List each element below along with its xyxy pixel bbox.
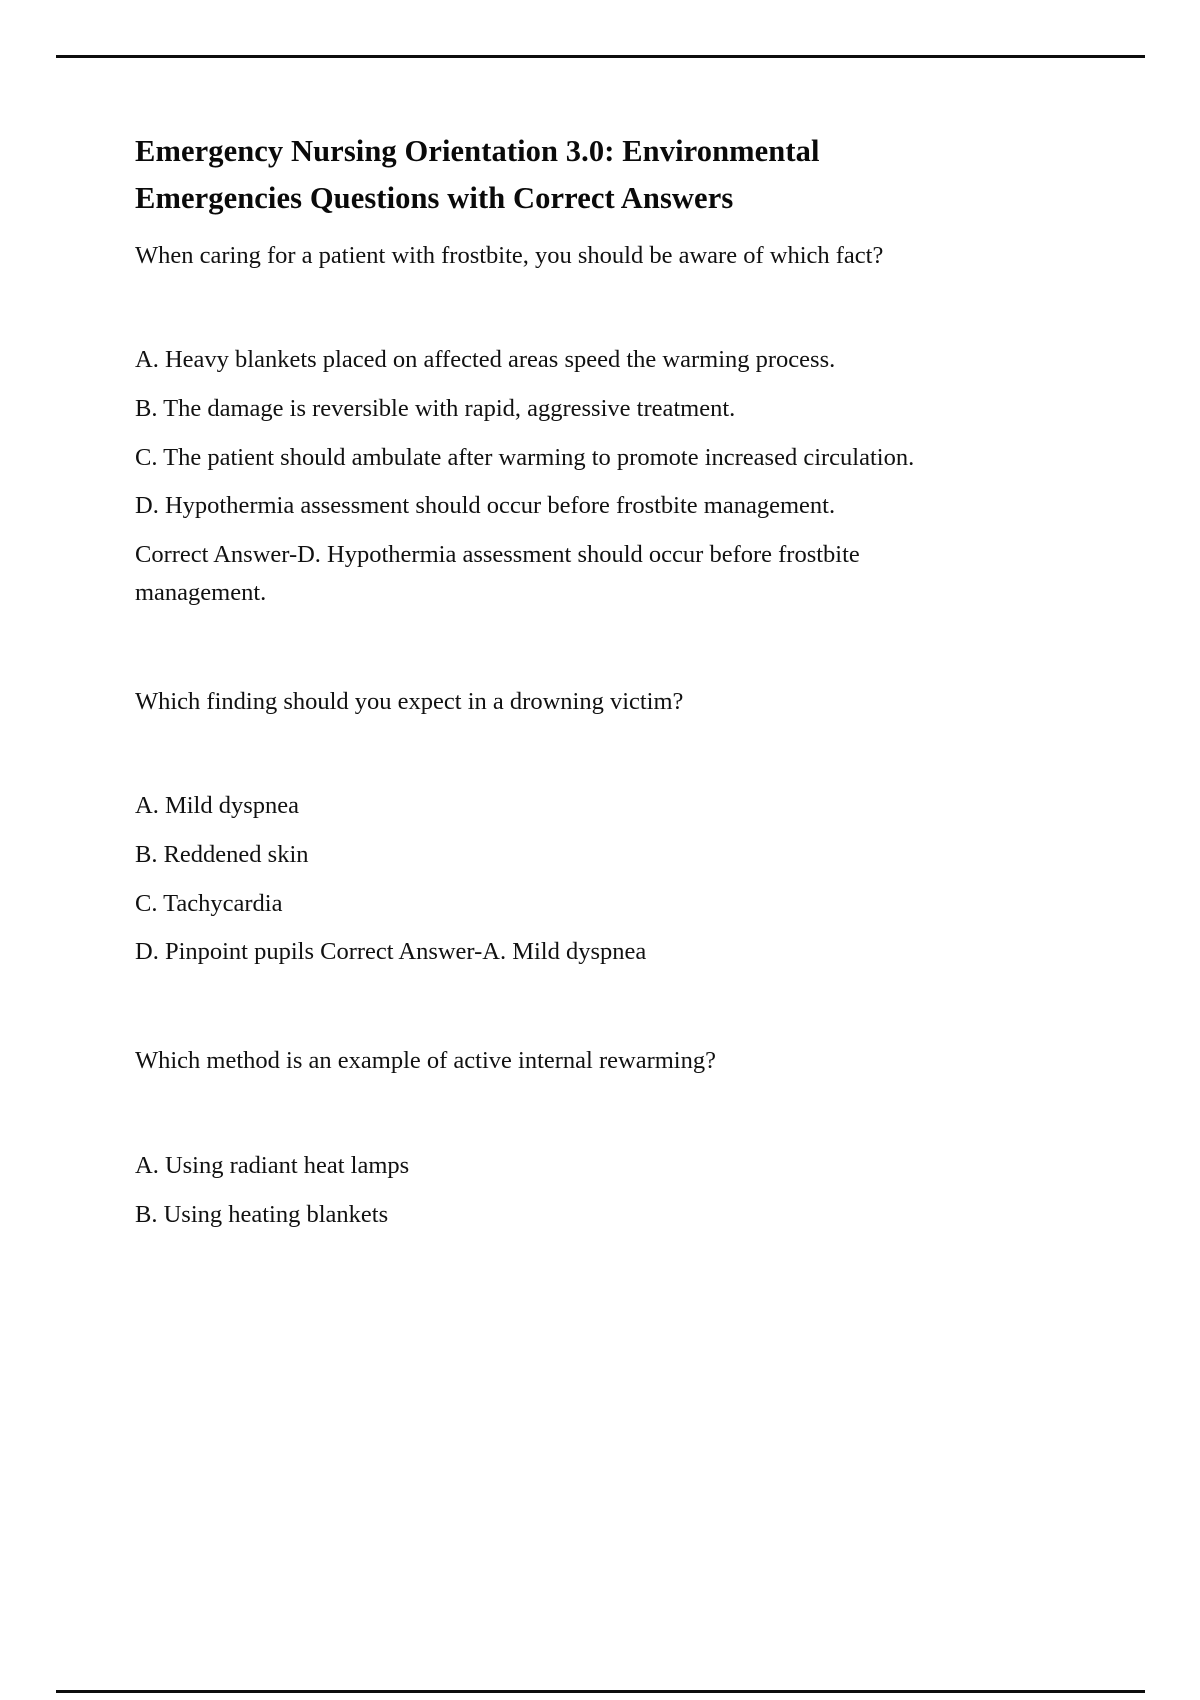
question-block-3 — [135, 1042, 1000, 1233]
question-stem-1: When caring for a patient with frostbite, you should be aware of which fact? — [135, 241, 884, 269]
question-1-option-b[interactable]: B. The damage is reversible with rapid, aggressive treatment. — [135, 394, 736, 422]
question-2-option-b[interactable]: B. Reddened skin — [135, 841, 309, 868]
page-title: Emergency Nursing Orientation 3.0: Environmental Emergencies Questions with Correct Answers — [135, 134, 820, 216]
page-top-rule — [56, 55, 1145, 58]
question-3-option-a[interactable]: A. Using radiant heat lamps — [135, 1151, 410, 1179]
question-block-2 — [135, 683, 1000, 972]
page-bottom-rule — [56, 1690, 1145, 1693]
spacer — [135, 285, 1000, 341]
spacer — [135, 731, 1000, 787]
question-1-correct-answer: Correct Answer-D. Hypothermia assessment should occur before frostbite management. — [135, 541, 860, 606]
question-2-option-c[interactable]: C. Tachycardia — [135, 889, 283, 917]
document-body — [135, 128, 1000, 1244]
question-block-1 — [135, 237, 1000, 612]
question-1-option-d[interactable]: D. Hypothermia assessment should occur before frostbite management. — [135, 492, 836, 520]
question-2-option-a[interactable]: A. Mild dyspnea — [135, 792, 299, 820]
spacer — [135, 982, 1000, 1042]
question-2-option-d[interactable]: D. Pinpoint pupils Correct Answer-A. Mild dyspnea — [135, 938, 647, 966]
question-stem-3: Which method is an example of active internal rewarming? — [135, 1047, 716, 1075]
question-3-option-b[interactable]: B. Using heating blankets — [135, 1200, 389, 1228]
spacer — [135, 1091, 1000, 1147]
spacer — [135, 623, 1000, 683]
question-1-option-a[interactable]: A. Heavy blankets placed on affected areas speed the warming process. — [135, 346, 836, 374]
question-1-option-c[interactable]: C. The patient should ambulate after warming to promote increased circulation. — [135, 443, 915, 471]
question-stem-2: Which finding should you expect in a drowning victim? — [135, 687, 684, 715]
